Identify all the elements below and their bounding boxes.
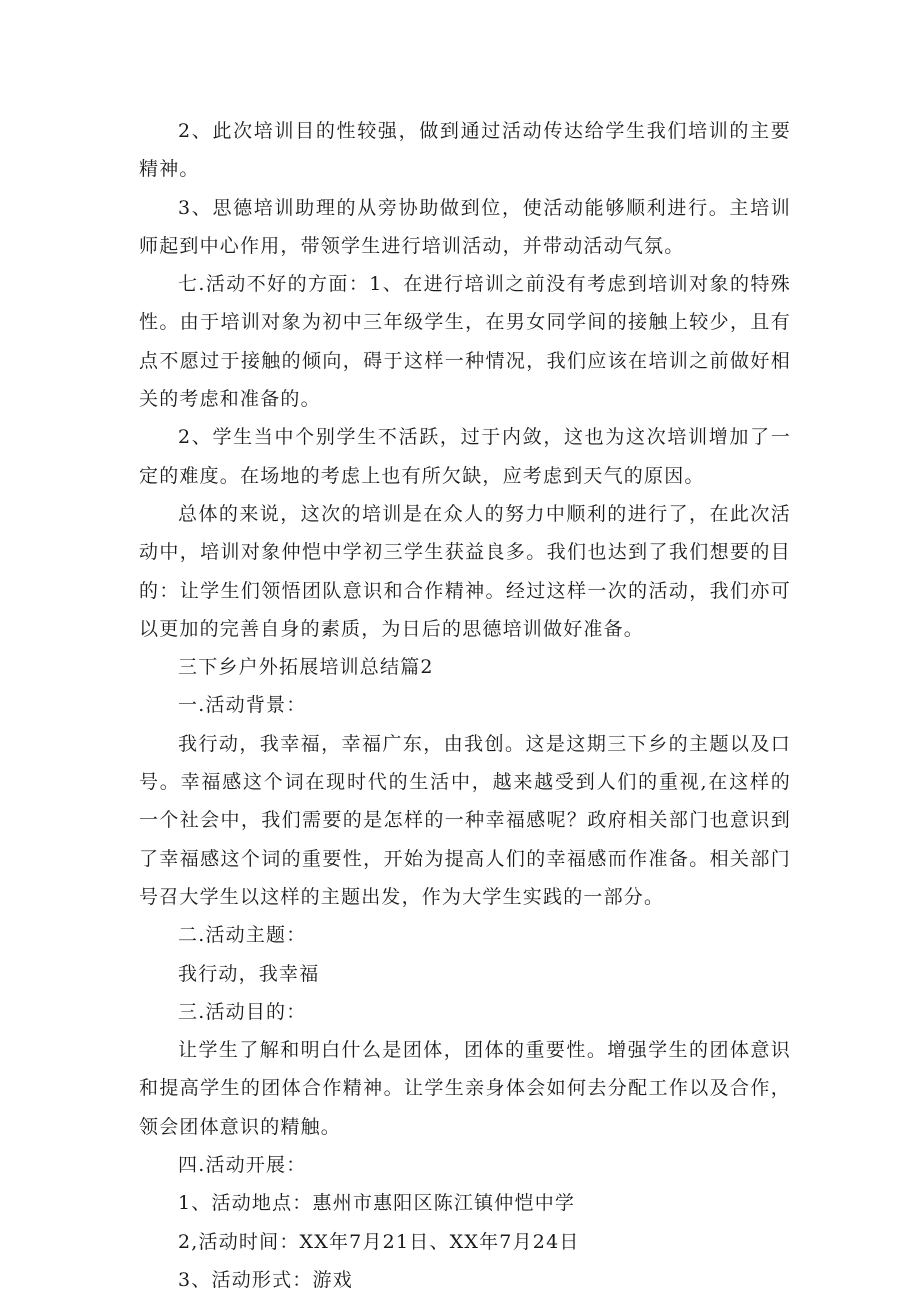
heading-purpose: 三.活动目的： <box>178 1000 307 1023</box>
document-body <box>139 112 791 1299</box>
paragraph-purpose: 让学生了解和明白什么是团体，团体的重要性。增强学生的团体意识和提高学生的团体合作精神。让学生亲身体会如何去分配工作以及合作，领会团体意识的精触。 <box>139 1039 791 1138</box>
paragraph-goal-strength: 2、此次培训目的性较强，做到通过活动传达给学生我们培训的主要精神。 <box>139 120 791 181</box>
item-location: 1、活动地点：惠州市惠阳区陈江镇仲恺中学 <box>178 1192 576 1215</box>
heading-background: 一.活动背景： <box>178 694 307 717</box>
paragraph-assistant-role: 3、思德培训助理的从旁协助做到位，使活动能够顺利进行。主培训师起到中心作用，带领学生进行培训活动，并带动活动气氛。 <box>139 196 791 257</box>
paragraph-shortcomings: 七.活动不好的方面：1、在进行培训之前没有考虑到培训对象的特殊性。由于培训对象为初中三年级学生，在男女同学间的接触上较少，且有点不愿过于接触的倾向，碍于这样一种情况，我们应该在培训之前做好相关的考虑和准备的。 <box>139 273 791 411</box>
paragraph-theme: 我行动，我幸福 <box>178 962 320 985</box>
item-time: 2,活动时间：XX年7月21日、XX年7月24日 <box>178 1230 580 1253</box>
section-title: 三下乡户外拓展培训总结篇2 <box>178 656 434 679</box>
paragraph-background: 我行动，我幸福，幸福广东，由我创。这是这期三下乡的主题以及口号。幸福感这个词在现时代的生活中，越来越受到人们的重视,在这样的一个社会中，我们需要的是怎样的一种幸福感呢？政府相关部门也意识到了幸福感这个词的重要性，开始为提高人们的幸福感而作准备。相关部门号召大学生以这样的主题出发，作为大学生实践的一部分。 <box>139 732 791 908</box>
heading-theme: 二.活动主题： <box>178 924 307 947</box>
item-format: 3、活动形式：游戏 <box>178 1268 353 1291</box>
heading-execution: 四.活动开展： <box>178 1154 307 1177</box>
paragraph-inactive-students: 2、学生当中个别学生不活跃，过于内敛，这也为这次培训增加了一定的难度。在场地的考虑上也有所欠缺，应考虑到天气的原因。 <box>139 426 791 487</box>
paragraph-summary: 总体的来说，这次的培训是在众人的努力中顺利的进行了，在此次活动中，培训对象仲恺中学初三学生获益良多。我们也达到了我们想要的目的：让学生们领悟团队意识和合作精神。经过这样一次的活动，我们亦可以更加的完善自身的素质，为日后的思德培训做好准备。 <box>139 502 791 640</box>
